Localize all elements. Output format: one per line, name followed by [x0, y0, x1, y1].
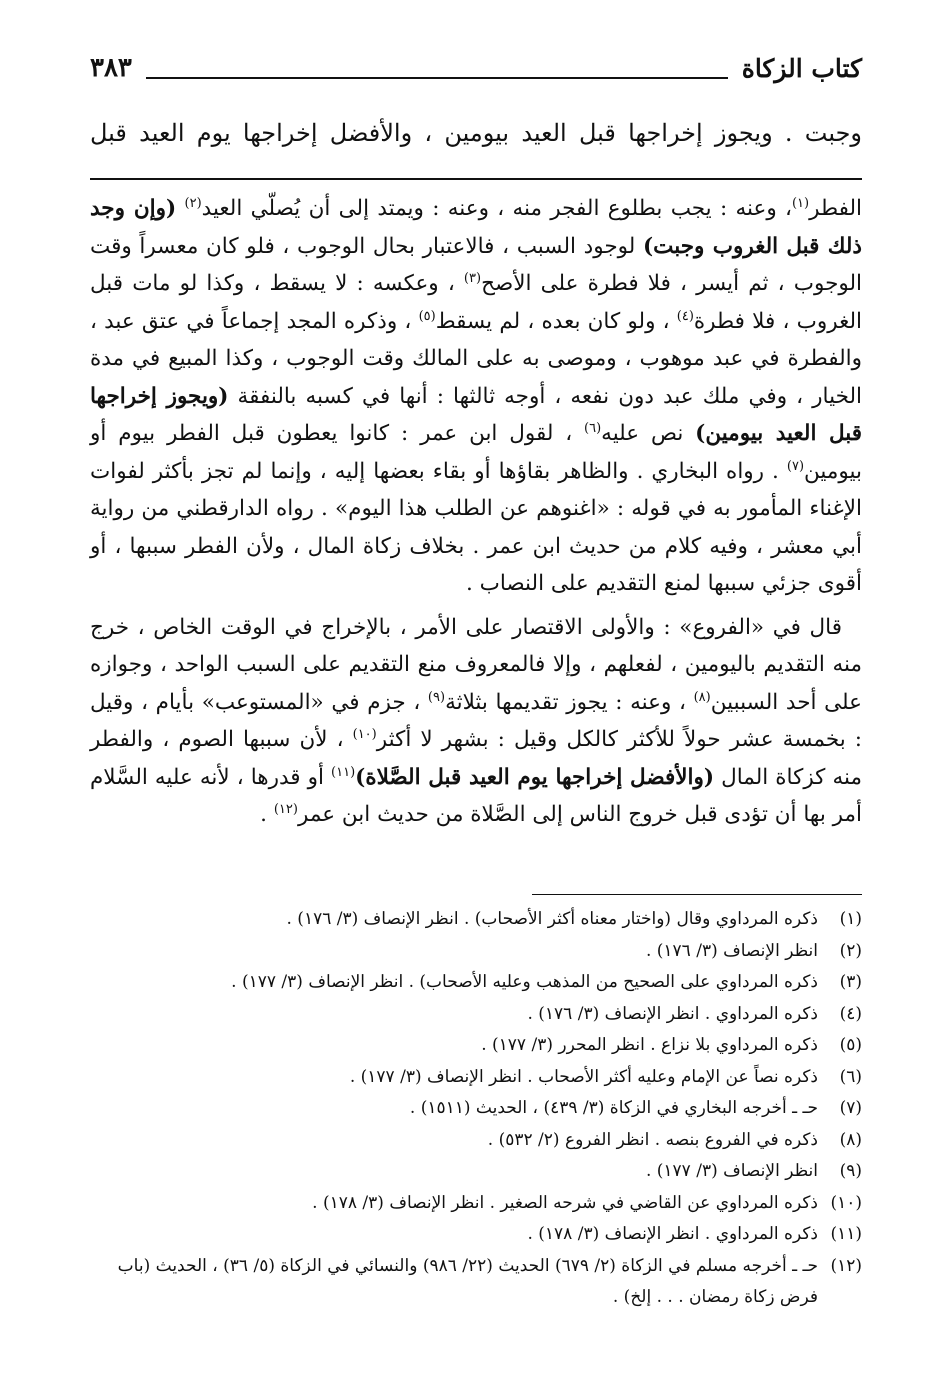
footnote-item [90, 1093, 862, 1125]
matn-text: وجبت . ويجوز إخراجها قبل العيد بيومين ، والأفضل إخراجها يوم العيد قبل [90, 119, 862, 147]
footnote-text: حـ ـ أخرجه مسلم في الزكاة (٢/ ٦٧٩) الحديث (٢٢/ ٩٨٦) والنسائي في الزكاة (٥/ ٣٦) ، الحديث (باب فرض زكاة رمضان . . . إلخ) . [117, 1255, 818, 1307]
footnote-item [90, 999, 862, 1031]
footnote-item [90, 1156, 862, 1188]
footnote-marker: (١١) [331, 764, 356, 780]
footnote-item [90, 1062, 862, 1094]
commentary-text: ، جزم في «المستوعب» بأيام ، وقيل : بخمسة عشر حولاً للأكثر كالكل وقيل : بشهر لا أكثر [90, 689, 862, 752]
commentary-text: ، وعنه : يجب بطلوع الفجر منه ، وعنه : ويمتد إلى أن يُصلّي العيد [201, 196, 792, 221]
footnote-marker: (٦) [584, 420, 602, 436]
footnote-number: (٢) [839, 940, 862, 961]
footnote-text: ذكره المرداوي . انظر الإنصاف (٣/ ١٧٨) . [527, 1224, 818, 1244]
footnote-text: ذكره المرداوي وقال (واختار معناه أكثر الأصحاب) . انظر الإنصاف (٣/ ١٧٦) . [286, 909, 818, 929]
footnote-text: ذكره نصاً عن الإمام وعليه أكثر الأصحاب . انظر الإنصاف (٣/ ١٧٧) . [349, 1066, 818, 1087]
footnote-marker: (١٢) [273, 801, 298, 817]
footnote-number: (٧) [839, 1098, 862, 1118]
footnote-item [90, 936, 862, 968]
footnote-number: (٦) [839, 1066, 862, 1087]
running-header [90, 48, 862, 88]
footnote-item [90, 1030, 862, 1062]
commentary-paragraph [90, 609, 862, 834]
commentary-text: نص عليه [601, 421, 696, 446]
commentary-text: ، لقول ابن عمر : كانوا يعطون قبل الفطر بيوم أو بيومين [90, 421, 862, 484]
quoted-matn-bold: (والأفضل إخراجها يوم العيد قبل الصَّلاة) [355, 764, 715, 790]
quoted-matn-bold: (ويجوز إخراجها قبل العيد بيومين) [90, 383, 862, 446]
footnote-marker: (٥) [418, 308, 436, 324]
footnote-item [90, 1219, 862, 1251]
footnote-item [90, 904, 862, 936]
commentary-text: ، وعنه : يجوز تقديمها بثلاثة [445, 689, 694, 715]
commentary-body [90, 190, 862, 834]
footnote-text: انظر الإنصاف (٣/ ١٧٧) . [645, 1161, 818, 1181]
footnote-item [90, 1125, 862, 1157]
footnote-number: (١٠) [830, 1192, 862, 1213]
footnote-text: ذكره المرداوي عن القاضي في شرحه الصغير . انظر الإنصاف (٣/ ١٧٨) . [312, 1192, 818, 1213]
footnote-separator-rule [532, 894, 862, 895]
footnote-number: (١٢) [830, 1255, 862, 1276]
footnote-text: ذكره المرداوي على الصحيح من المذهب وعليه الأصحاب) . انظر الإنصاف (٣/ ١٧٧) . [231, 972, 818, 992]
footnote-marker: (٤) [676, 308, 694, 324]
commentary-text: ، لأن سببها الصوم ، والفطر منه كزكاة المال [90, 727, 863, 790]
commentary-text: ، وعكسه : لا يسقط ، وكذا لو مات قبل الغروب ، فلا فطرة [90, 271, 862, 334]
commentary-text: لوجود السبب ، فالاعتبار بحال الوجوب ، فلو كان معسراً وقت الوجوب ، ثم أيسر ، فلا فطرة على الأصح [90, 233, 863, 296]
footnote-text: حـ ـ أخرجه البخاري في الزكاة (٣/ ٤٣٩) ، الحديث (١٥١١) . [409, 1098, 818, 1118]
commentary-text: أو قدرها ، لأنه عليه السَّلام أمر بها أن تؤدى قبل خروج الناس إلى الصَّلاة من حديث ابن عمر [90, 764, 862, 827]
footnote-marker: (١) [791, 195, 810, 211]
commentary-text: . رواه البخاري . والظاهر بقاؤها أو بقاء بعضها إليه ، وإنما لم تجز بأكثر لفوات الإغناء المأمور به في قوله : «اغنوهم عن الطلب هذا اليوم» . رواه الدارقطني من رواية أبي معشر ، وفيه كلام من حديث ابن عمر . بخلاف زكاة المال ، ولأن الفطر سببها ، أو أقوى جزئي سببها لمنع التقديم على النصاب . [90, 458, 862, 596]
matn-separator-rule [90, 178, 862, 180]
footnote-number: (١١) [830, 1224, 862, 1244]
footnote-number: (٣) [839, 972, 862, 992]
footnote-marker: (١٠) [352, 726, 377, 742]
footnote-number: (١) [839, 909, 862, 929]
footnote-text: ذكره المرداوي بلا نزاع . انظر المحرر (٣/ ١٧٧) . [481, 1035, 818, 1055]
book-title: كتاب الزكاة [741, 53, 862, 83]
footnote-text: ذكره المرداوي . انظر الإنصاف (٣/ ١٧٦) . [527, 1003, 818, 1024]
footnote-number: (٥) [839, 1035, 862, 1055]
footnote-number: (٨) [839, 1129, 862, 1150]
commentary-paragraph [90, 190, 862, 603]
footnote-marker: (٧) [786, 458, 805, 474]
footnote-text: انظر الإنصاف (٣/ ١٧٦) . [645, 940, 818, 961]
footnote-number: (٩) [839, 1161, 862, 1181]
commentary-text: قال في «الفروع» : والأولى الاقتصار على الأمر ، بالإخراج في الوقت الخاص ، خرج منه التقديم باليومين ، لفعلهم ، وإلا فالمعروف منع التقديم على السبب الواحد ، وجوازه على أحد السببين [90, 614, 862, 715]
footnote-text: ذكره في الفروع بنصه . انظر الفروع (٢/ ٥٣٢) . [487, 1129, 818, 1150]
commentary-text: ، ولو كان بعده ، لم يسقط [435, 308, 677, 334]
footnote-marker: (٨) [693, 689, 711, 705]
commentary-text: الفطر [809, 196, 862, 221]
header-rule [146, 77, 728, 79]
footnote-marker: (٣) [463, 270, 482, 286]
footnote-item [90, 1251, 862, 1314]
footnote-marker: (٩) [427, 689, 446, 705]
footnote-item [90, 967, 862, 999]
footnote-marker: (٢) [184, 195, 202, 211]
footnote-number: (٤) [839, 1003, 862, 1024]
commentary-text: ، وذكره المجد إجماعاً في عتق عبد ، والفطرة في عبد موهوب ، وموصى به على المالك وقت الوجوب ، وكذا المبيع في مدة الخيار ، وفي ملك عبد دون نفعه ، أوجه ثالثها : أنها في كسبه بالنفقة [90, 308, 862, 409]
commentary-text: . [260, 802, 274, 827]
quoted-matn-bold: (وإن وجد ذلك قبل الغروب وجبت) [90, 196, 863, 259]
page-number: ٣٨٣ [90, 53, 132, 83]
footnote-item [90, 1188, 862, 1220]
footnotes-list [90, 904, 862, 1314]
commentary-text [176, 196, 184, 221]
